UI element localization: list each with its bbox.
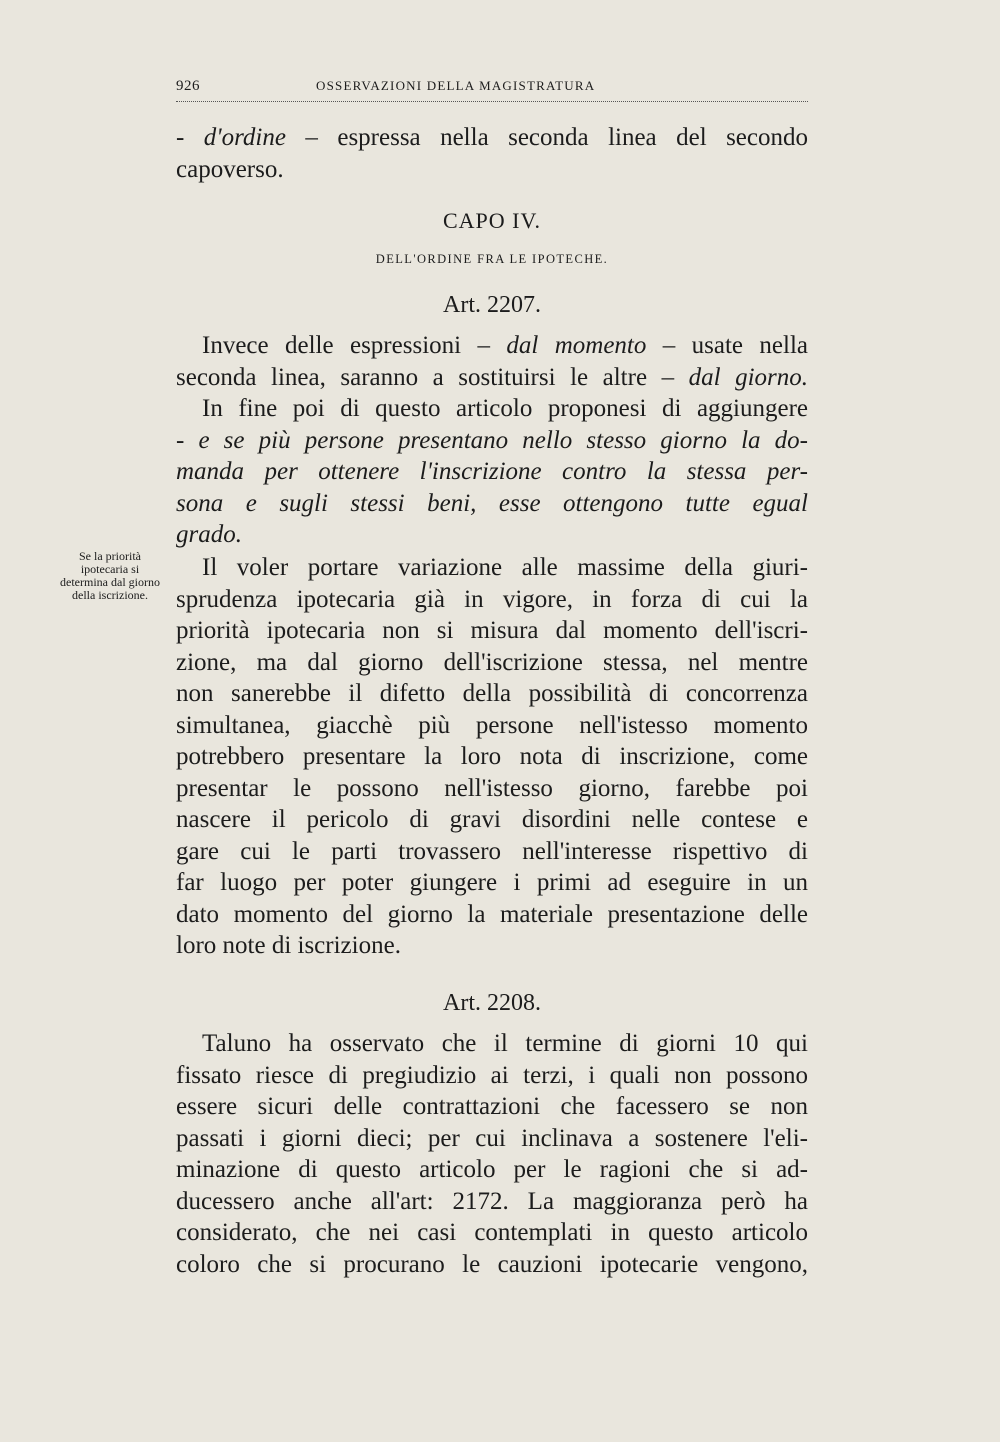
text-line: Il voler portare variazione alle massime della giuri-: [202, 554, 808, 581]
text-line: passati i giorni dieci; per cui inclinava a sostenere l'eli-: [176, 1124, 808, 1152]
article-2207-body: [176, 330, 808, 551]
text-line: seconda linea, saranno a sostituirsi le altre – dal giorno.: [176, 363, 809, 391]
intro-paragraph: [176, 122, 808, 185]
text-line: manda per ottenere l'inscrizione contro la stessa per-: [176, 458, 808, 485]
article-2208-body: [176, 1028, 808, 1280]
text-line: gare cui le parti trovassero nell'interesse rispettivo di: [176, 837, 808, 865]
text-line: non sanerebbe il difetto della possibilità di concorrenza: [176, 680, 808, 707]
text-line: far luogo per poter giungere i primi ad eseguire in un: [176, 869, 808, 896]
page-number: 926: [176, 78, 200, 94]
running-title: OSSERVAZIONI DELLA MAGISTRATURA: [316, 78, 596, 93]
text-line: coloro che si procurano le cauzioni ipotecarie vengono,: [176, 1250, 808, 1278]
text-line: Invece delle espressioni – dal momento – usate nella: [202, 332, 809, 359]
text-line: capoverso.: [176, 155, 284, 183]
text-line: essere sicuri delle contrattazioni che facessero se non: [176, 1093, 808, 1120]
text-line: fissato riesce di pregiudizio ai terzi, i quali non possono: [176, 1061, 808, 1089]
text-line: dato momento del giorno la materiale presentazione delle: [176, 900, 808, 928]
chapter-title: CAPO IV.: [442, 208, 542, 233]
text-line: grado.: [176, 521, 242, 548]
chapter-subtitle: DELL'ORDINE FRA LE IPOTECHE.: [375, 252, 609, 266]
text-line: zione, ma dal giorno dell'iscrizione stessa, nel mentre: [176, 648, 808, 676]
article-heading-2207: Art. 2207.: [443, 292, 541, 318]
text-line: loro note di iscrizione.: [176, 932, 401, 959]
text-line: considerato, che nei casi contemplati in questo articolo: [176, 1219, 808, 1246]
text-line: Taluno ha osservato che il termine di giorni 10 qui: [202, 1030, 808, 1057]
text-line: - d'ordine – espressa nella seconda linea del secondo: [176, 124, 808, 151]
article-heading-2208: Art. 2208.: [443, 990, 541, 1016]
text-line: sona e sugli stessi beni, esse ottengono tutte egual: [176, 489, 808, 517]
text-line: potrebbero presentare la loro nota di inscrizione, come: [176, 743, 808, 770]
text-line: ducessero anche all'art: 2172. La maggioranza però ha: [176, 1187, 808, 1215]
text-line: sprudenza ipotecaria già in vigore, in forza di cui la: [176, 585, 808, 613]
text-line: - e se più persone presentano nello stesso giorno la do-: [176, 426, 808, 454]
margin-note: Se la priorità ipotecaria si determina dal giorno della iscrizione.: [60, 549, 160, 602]
text-line: In fine poi di questo articolo proponesi di aggiungere: [202, 395, 808, 422]
text-line: presentar le possono nell'istesso giorno, farebbe poi: [176, 774, 808, 802]
text-line: priorità ipotecaria non si misura dal momento dell'iscri-: [176, 617, 808, 644]
running-header: [176, 78, 808, 102]
text-line: minazione di questo articolo per le ragioni che si ad-: [176, 1156, 808, 1183]
text-line: nascere il pericolo di gravi disordini nelle contese e: [176, 806, 808, 833]
article-2207-paragraph-3: [176, 552, 808, 962]
text-line: simultanea, giacchè più persone nell'istesso momento: [176, 711, 808, 739]
